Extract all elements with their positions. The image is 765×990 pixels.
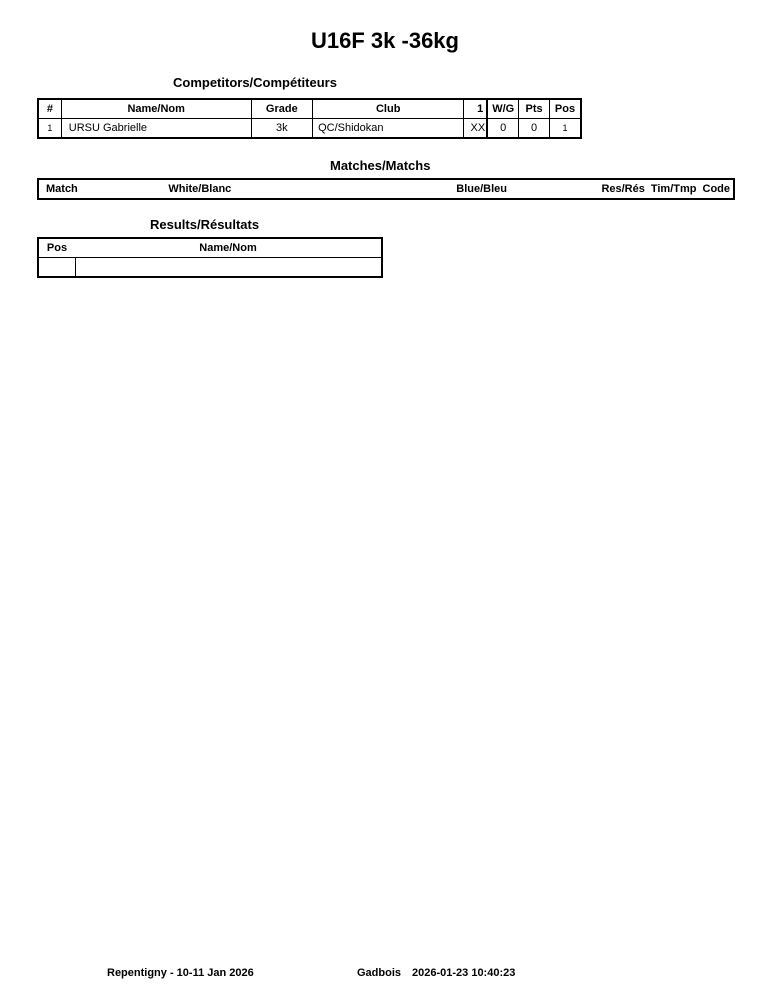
table-row (38, 258, 382, 278)
col-header-points: Pts (519, 99, 550, 119)
col-header-position: Pos (550, 99, 581, 119)
col-header-club: Club (313, 99, 464, 119)
col-header-round-1: 1 (464, 99, 487, 119)
result-position-cell (38, 258, 75, 278)
col-header-match: Match (46, 183, 78, 195)
matches-section-title: Matches/Matchs (330, 158, 431, 173)
col-header-result-position: Pos (38, 238, 75, 258)
footer-timestamp: 2026-01-23 10:40:23 (412, 967, 516, 979)
col-header-wins: W/G (487, 99, 518, 119)
competitor-wins: 0 (487, 119, 518, 139)
matches-table (37, 178, 735, 200)
footer-operator: Gadbois (357, 967, 402, 979)
col-header-result: Res/Rés (601, 183, 645, 195)
results-section-title: Results/Résultats (150, 217, 260, 232)
competitor-position: 1 (550, 119, 581, 139)
footer-event: Repentigny - 10-11 Jan 2026 (107, 967, 254, 979)
table-row (38, 119, 581, 139)
competitor-grade: 3k (251, 119, 313, 139)
col-header-number: # (38, 99, 61, 119)
matches-header-row (38, 179, 734, 199)
col-header-name: Name/Nom (61, 99, 251, 119)
col-header-result-name: Name/Nom (75, 238, 382, 258)
competitor-name: URSU Gabrielle (61, 119, 251, 139)
competitor-points: 0 (519, 119, 550, 139)
results-header-row (38, 238, 382, 258)
col-header-code: Code (702, 183, 730, 195)
competitor-club: QC/Shidokan (313, 119, 464, 139)
col-header-time: Tim/Tmp (650, 183, 697, 195)
col-header-white: White/Blanc (168, 183, 232, 195)
result-name-cell (75, 258, 382, 278)
competitors-section-title: Competitors/Compétiteurs (173, 75, 337, 90)
page-title: U16F 3k -36kg (311, 28, 459, 53)
results-table (37, 237, 383, 278)
competitor-number: 1 (38, 119, 61, 139)
competitors-table (37, 98, 582, 139)
col-header-grade: Grade (251, 99, 313, 119)
competitors-header-row (38, 99, 581, 119)
col-header-blue: Blue/Bleu (456, 183, 507, 195)
competitor-round-1-cell: XX (464, 119, 487, 139)
